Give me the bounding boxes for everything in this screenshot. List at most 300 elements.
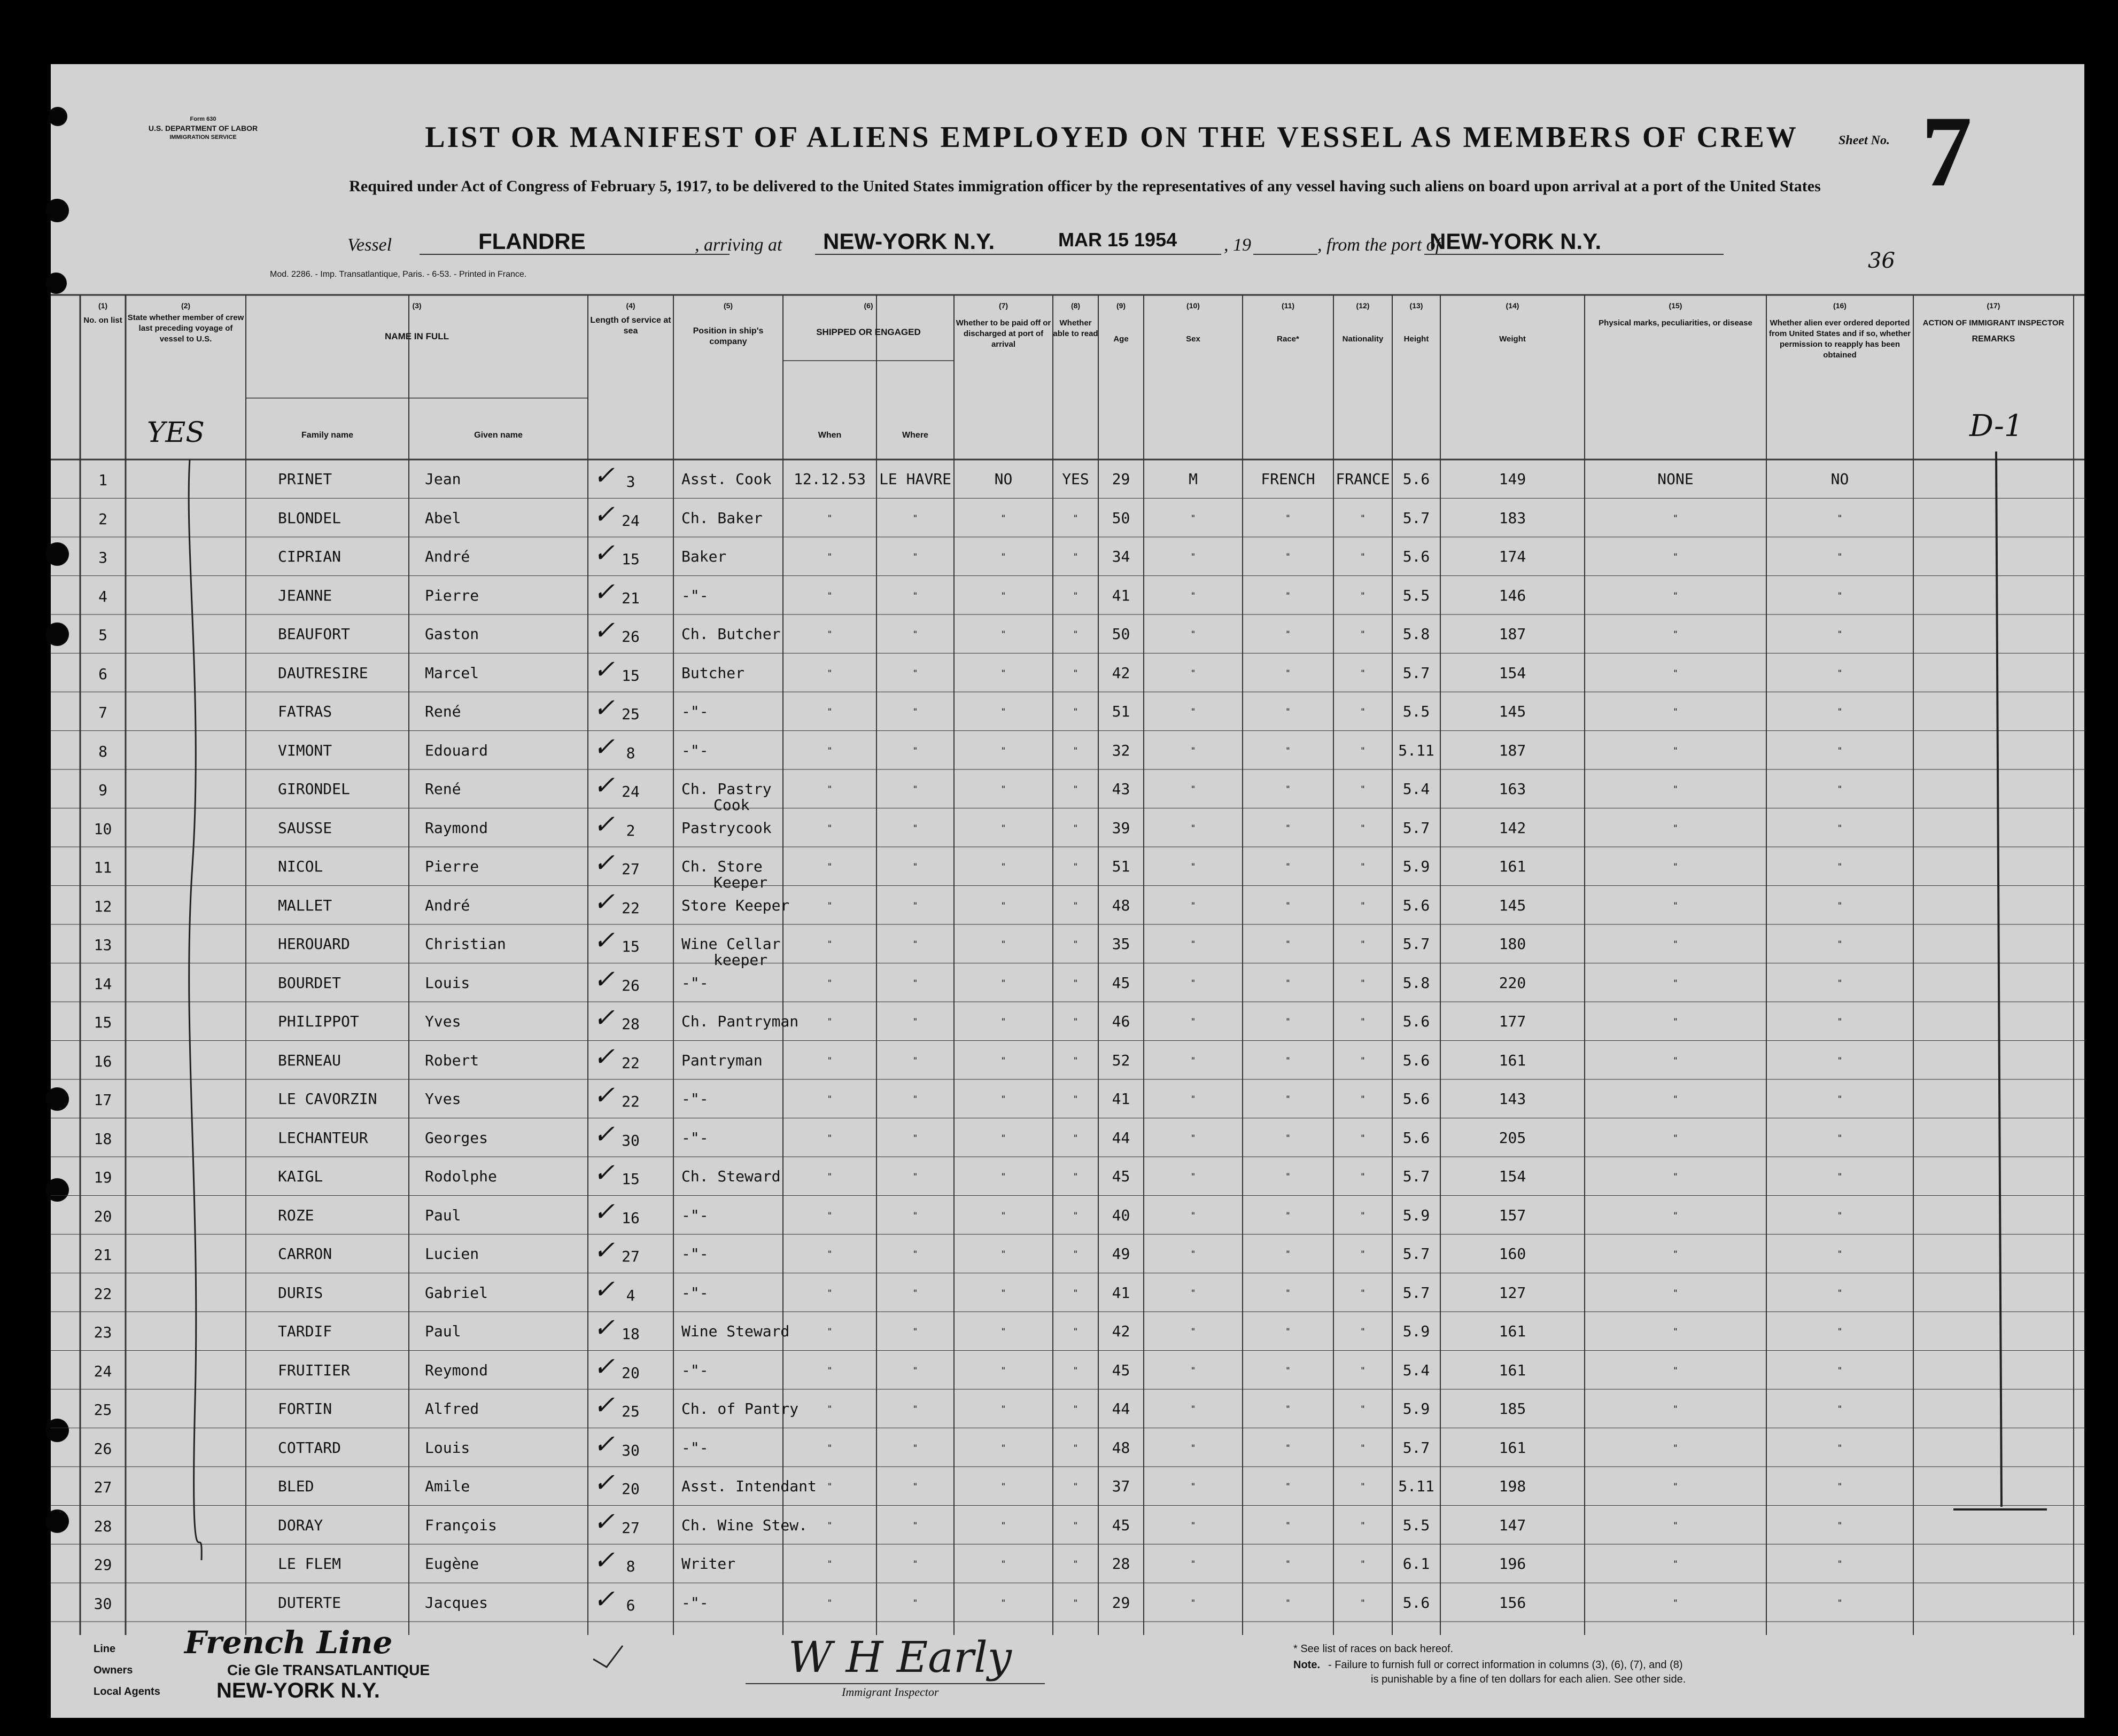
paid-off-ditto: " xyxy=(1000,1597,1006,1608)
row-number: 19 xyxy=(94,1169,112,1186)
race-ditto: " xyxy=(1285,1481,1291,1491)
column-number-15: (15) xyxy=(1669,301,1682,310)
physical-marks-ditto: " xyxy=(1673,1559,1678,1569)
nationality-ditto: " xyxy=(1360,1365,1366,1375)
from-port-label: , from the port of xyxy=(1317,235,1441,255)
physical-marks-ditto: " xyxy=(1673,512,1678,523)
nationality-ditto: " xyxy=(1360,822,1366,833)
header-deported: Whether alien ever ordered deported from United States and if so, whether permission to reapply has been obtained xyxy=(1768,318,1911,360)
agents-label: Local Agents xyxy=(94,1686,160,1698)
deported-ditto: " xyxy=(1837,1481,1843,1491)
physical-marks-ditto: " xyxy=(1673,1597,1678,1608)
length-of-service: 27 xyxy=(622,1248,640,1265)
deported-ditto: " xyxy=(1837,1597,1843,1608)
header-nationality: Nationality xyxy=(1342,334,1384,344)
deported-ditto: " xyxy=(1837,1055,1843,1065)
able-to-read-ditto: " xyxy=(1073,1249,1079,1259)
physical-marks-ditto: " xyxy=(1673,1442,1678,1453)
race-ditto: " xyxy=(1285,784,1291,794)
header-action: ACTION OF IMMIGRANT INSPECTOR xyxy=(1922,318,2065,328)
column-number-4: (4) xyxy=(626,301,635,310)
paid-off-ditto: " xyxy=(1000,629,1006,639)
family-name: PRINET xyxy=(278,470,332,488)
paid-off-ditto: " xyxy=(1000,1404,1006,1414)
sex-ditto: " xyxy=(1190,1442,1196,1453)
deported-ditto: " xyxy=(1837,745,1843,756)
family-name: HEROUARD xyxy=(278,935,350,953)
position: Ch. Steward xyxy=(681,1167,781,1185)
family-name: BLED xyxy=(278,1477,314,1495)
service-checkmark: ✓ xyxy=(593,693,615,723)
shipped-where-ditto: " xyxy=(912,1055,918,1065)
given-name: Louis xyxy=(425,1438,470,1457)
sex-ditto: " xyxy=(1190,1132,1196,1143)
race-ditto: " xyxy=(1285,1442,1291,1453)
nationality-ditto: " xyxy=(1360,1287,1366,1298)
given-name: Gaston xyxy=(425,625,479,643)
shipped-where-ditto: " xyxy=(912,900,918,910)
given-name: Rodolphe xyxy=(425,1167,497,1185)
shipped-when-ditto: " xyxy=(827,1210,833,1220)
age: 44 xyxy=(1112,1400,1130,1418)
service-checkmark: ✓ xyxy=(593,499,615,530)
able-to-read-ditto: " xyxy=(1073,551,1079,562)
shipped-where-ditto: " xyxy=(912,590,918,601)
family-name: DUTERTE xyxy=(278,1593,342,1612)
nationality-ditto: " xyxy=(1360,1404,1366,1414)
shipped-when-ditto: " xyxy=(827,900,833,910)
sex-ditto: " xyxy=(1190,1055,1196,1065)
length-of-service: 3 xyxy=(626,473,635,491)
age: 41 xyxy=(1112,1283,1130,1302)
nationality-ditto: " xyxy=(1360,977,1366,988)
physical-marks-ditto: " xyxy=(1673,629,1678,639)
able-to-read-ditto: " xyxy=(1073,590,1079,601)
sex-ditto: " xyxy=(1190,1016,1196,1026)
position: -"- xyxy=(681,1361,709,1379)
service-checkmark: ✓ xyxy=(593,1468,615,1498)
line-label: Line xyxy=(94,1643,116,1655)
weight: 220 xyxy=(1499,974,1526,992)
deported-ditto: " xyxy=(1837,784,1843,794)
header-when: When xyxy=(818,431,842,440)
race-ditto: " xyxy=(1285,1365,1291,1375)
given-name: Pierre xyxy=(425,858,479,875)
length-of-service: 8 xyxy=(626,1558,635,1575)
row-number: 7 xyxy=(98,704,107,721)
able-to-read-ditto: " xyxy=(1073,1481,1079,1491)
position: Baker xyxy=(681,548,727,565)
header-name-in-full: NAME IN FULL xyxy=(385,331,449,341)
races-note: * See list of races on back hereof. xyxy=(1293,1643,1454,1655)
family-name: BOURDET xyxy=(278,974,342,992)
position: Asst. Cook xyxy=(681,470,772,488)
nationality-ditto: " xyxy=(1360,1597,1366,1608)
header-weight: Weight xyxy=(1499,334,1526,344)
length-of-service: 18 xyxy=(622,1325,640,1343)
able-to-read-ditto: " xyxy=(1073,1559,1079,1569)
shipped-where-ditto: " xyxy=(912,512,918,523)
paid-off-ditto: " xyxy=(1000,977,1006,988)
race-ditto: " xyxy=(1285,629,1291,639)
position-continued: Keeper xyxy=(713,874,768,891)
able-to-read-ditto: " xyxy=(1073,1210,1079,1220)
physical-marks-ditto: " xyxy=(1673,1016,1678,1026)
deported: NO xyxy=(1830,470,1849,488)
age: 35 xyxy=(1112,935,1130,953)
able-to-read: YES xyxy=(1062,470,1089,488)
position: -"- xyxy=(681,1245,709,1263)
height: 5.6 xyxy=(1402,896,1430,914)
able-to-read-ditto: " xyxy=(1073,1287,1079,1298)
year-label: , 19 xyxy=(1224,235,1251,255)
position: -"- xyxy=(681,1438,709,1457)
age: 51 xyxy=(1112,858,1130,875)
weight: 161 xyxy=(1499,1322,1526,1340)
service-checkmark: ✓ xyxy=(593,1119,615,1149)
shipped-when-ditto: " xyxy=(827,784,833,794)
deported-ditto: " xyxy=(1837,1520,1843,1530)
age: 48 xyxy=(1112,896,1130,914)
note-label: Note. xyxy=(1293,1659,1320,1671)
row-number: 20 xyxy=(94,1207,112,1225)
paid-off-ditto: " xyxy=(1000,1442,1006,1453)
length-of-service: 15 xyxy=(622,666,640,684)
paid-off-ditto: " xyxy=(1000,1132,1006,1143)
age: 51 xyxy=(1112,703,1130,720)
weight: 142 xyxy=(1499,819,1526,837)
given-name: Raymond xyxy=(425,819,488,837)
weight: 161 xyxy=(1499,1438,1526,1457)
position: Wine Cellar xyxy=(681,935,781,953)
nationality-ditto: " xyxy=(1360,590,1366,601)
height: 5.6 xyxy=(1402,548,1430,565)
given-name: Marcel xyxy=(425,664,479,682)
row-number: 18 xyxy=(94,1130,112,1148)
able-to-read-ditto: " xyxy=(1073,1404,1079,1414)
age: 45 xyxy=(1112,1516,1130,1534)
shipped-where-ditto: " xyxy=(912,1442,918,1453)
shipped-when-ditto: " xyxy=(827,1249,833,1259)
position: -"- xyxy=(681,974,709,992)
shipped-where-ditto: " xyxy=(912,667,918,678)
able-to-read-ditto: " xyxy=(1073,1094,1079,1104)
weight: 174 xyxy=(1499,548,1526,565)
family-name: CARRON xyxy=(278,1245,332,1263)
arriving-label: , arriving at xyxy=(695,235,782,255)
header-shipped-engaged: SHIPPED OR ENGAGED xyxy=(816,327,921,337)
able-to-read-ditto: " xyxy=(1073,629,1079,639)
height: 5.6 xyxy=(1402,1593,1430,1612)
deported-ditto: " xyxy=(1837,1249,1843,1259)
nationality-ditto: " xyxy=(1360,1481,1366,1491)
position: Pastrycook xyxy=(681,819,772,837)
service-name: IMMIGRATION SERVICE xyxy=(169,134,237,141)
paid-off-ditto: " xyxy=(1000,939,1006,949)
age: 41 xyxy=(1112,586,1130,604)
weight: 187 xyxy=(1499,625,1526,643)
row-number: 23 xyxy=(94,1324,112,1341)
length-of-service: 22 xyxy=(622,1093,640,1110)
weight: 145 xyxy=(1499,896,1526,914)
family-name: LECHANTEUR xyxy=(278,1128,368,1147)
given-name: Amile xyxy=(425,1477,470,1495)
shipped-when-ditto: " xyxy=(827,1559,833,1569)
from-port: NEW-YORK N.Y. xyxy=(1430,229,1602,254)
nationality: FRANCE xyxy=(1336,470,1390,488)
age: 42 xyxy=(1112,664,1130,682)
nationality-ditto: " xyxy=(1360,784,1366,794)
form-number: Form 630 xyxy=(190,116,216,122)
shipped-when-ditto: " xyxy=(827,1132,833,1143)
deported-ditto: " xyxy=(1837,1365,1843,1375)
able-to-read-ditto: " xyxy=(1073,861,1079,871)
row-number: 9 xyxy=(98,781,107,799)
owners-stamp: Cie Gle TRANSATLANTIQUE xyxy=(227,1662,430,1678)
service-checkmark: ✓ xyxy=(593,1274,615,1304)
family-name: BEAUFORT xyxy=(278,625,350,643)
family-name: FRUITIER xyxy=(278,1361,350,1379)
weight: 183 xyxy=(1499,509,1526,527)
physical-marks-ditto: " xyxy=(1673,784,1678,794)
height: 5.7 xyxy=(1402,935,1430,953)
header-race: Race* xyxy=(1277,334,1299,344)
service-checkmark: ✓ xyxy=(593,731,615,762)
height: 5.6 xyxy=(1402,470,1430,488)
document-title: LIST OR MANIFEST OF ALIENS EMPLOYED ON THE VESSEL AS MEMBERS OF CREW xyxy=(425,121,1798,154)
race-ditto: " xyxy=(1285,667,1291,678)
shipped-when-ditto: " xyxy=(827,667,833,678)
position: Ch. Pastry xyxy=(681,780,772,798)
able-to-read-ditto: " xyxy=(1073,784,1079,794)
able-to-read-ditto: " xyxy=(1073,1365,1079,1375)
shipped-where-ditto: " xyxy=(912,1249,918,1259)
service-checkmark: ✓ xyxy=(593,461,615,491)
agents-stamp: NEW-YORK N.Y. xyxy=(216,1679,380,1702)
shipped-when-ditto: " xyxy=(827,551,833,562)
shipped-where-ditto: " xyxy=(912,1597,918,1608)
age: 45 xyxy=(1112,1167,1130,1185)
weight: 177 xyxy=(1499,1013,1526,1030)
paid-off-ditto: " xyxy=(1000,1287,1006,1298)
able-to-read-ditto: " xyxy=(1073,745,1079,756)
height: 5.9 xyxy=(1402,858,1430,875)
deported-ditto: " xyxy=(1837,1016,1843,1026)
row-number: 8 xyxy=(98,742,107,760)
age: 28 xyxy=(1112,1555,1130,1572)
family-name: ROZE xyxy=(278,1206,314,1224)
age: 46 xyxy=(1112,1013,1130,1030)
race-ditto: " xyxy=(1285,1326,1291,1336)
length-of-service: 20 xyxy=(622,1480,640,1498)
position-continued: Cook xyxy=(713,796,750,814)
position-continued: keeper xyxy=(713,951,768,969)
column-number-5: (5) xyxy=(723,301,733,310)
weight: 149 xyxy=(1499,470,1526,488)
row-number: 6 xyxy=(98,665,107,683)
length-of-service: 27 xyxy=(622,1519,640,1537)
sex-ditto: " xyxy=(1190,1404,1196,1414)
deported-ditto: " xyxy=(1837,1094,1843,1104)
height: 5.8 xyxy=(1402,974,1430,992)
shipped-where-ditto: " xyxy=(912,706,918,717)
given-name: François xyxy=(425,1516,497,1534)
able-to-read-ditto: " xyxy=(1073,667,1079,678)
sex-ditto: " xyxy=(1190,1094,1196,1104)
sheet-label: Sheet No. xyxy=(1838,134,1890,147)
shipped-where-ditto: " xyxy=(912,745,918,756)
physical-marks: NONE xyxy=(1657,470,1694,488)
weight: 198 xyxy=(1499,1477,1526,1495)
position: -"- xyxy=(681,1090,709,1108)
row-number: 25 xyxy=(94,1401,112,1419)
age: 37 xyxy=(1112,1477,1130,1495)
column-number-12: (12) xyxy=(1356,301,1370,310)
service-checkmark: ✓ xyxy=(593,1313,615,1343)
family-name: COTTARD xyxy=(278,1438,342,1457)
service-checkmark: ✓ xyxy=(593,848,615,878)
paid-off-ditto: " xyxy=(1000,822,1006,833)
shipped-when-ditto: " xyxy=(827,1171,833,1181)
position: Ch. Butcher xyxy=(681,625,781,643)
shipped-where-ditto: " xyxy=(912,1404,918,1414)
paid-off-ditto: " xyxy=(1000,1559,1006,1569)
physical-marks-ditto: " xyxy=(1673,745,1678,756)
length-of-service: 22 xyxy=(622,1054,640,1072)
race-ditto: " xyxy=(1285,939,1291,949)
position: -"- xyxy=(681,1593,709,1612)
service-checkmark: ✓ xyxy=(593,809,615,839)
family-name: BLONDEL xyxy=(278,509,342,527)
shipped-when-ditto: " xyxy=(827,706,833,717)
position: -"- xyxy=(681,741,709,759)
race: FRENCH xyxy=(1261,470,1315,488)
given-name: Eugène xyxy=(425,1555,479,1572)
height: 5.6 xyxy=(1402,1013,1430,1030)
service-checkmark: ✓ xyxy=(593,964,615,994)
given-name: Yves xyxy=(425,1013,461,1030)
shipped-when-ditto: " xyxy=(827,977,833,988)
sex-ditto: " xyxy=(1190,1520,1196,1530)
sex: M xyxy=(1189,470,1198,488)
weight: 145 xyxy=(1499,703,1526,720)
height: 5.7 xyxy=(1402,819,1430,837)
family-name: GIRONDEL xyxy=(278,780,350,798)
physical-marks-ditto: " xyxy=(1673,1132,1678,1143)
race-ditto: " xyxy=(1285,1404,1291,1414)
race-ditto: " xyxy=(1285,1171,1291,1181)
position: -"- xyxy=(681,1283,709,1302)
service-checkmark: ✓ xyxy=(593,1235,615,1265)
length-of-service: 26 xyxy=(622,976,640,994)
physical-marks-ditto: " xyxy=(1673,551,1678,562)
paid-off-ditto: " xyxy=(1000,1365,1006,1375)
paid-off-ditto: " xyxy=(1000,1055,1006,1065)
header-able-to-read: Whether able to read xyxy=(1053,318,1098,338)
deported-ditto: " xyxy=(1837,551,1843,562)
position: Butcher xyxy=(681,664,745,682)
column-number-8: (8) xyxy=(1070,301,1081,310)
physical-marks-ditto: " xyxy=(1673,900,1678,910)
family-name: PHILIPPOT xyxy=(278,1013,359,1030)
shipped-where-ditto: " xyxy=(912,1481,918,1491)
manifest-sheet xyxy=(51,64,2084,1718)
weight: 143 xyxy=(1499,1090,1526,1108)
penalty-note-1: - Failure to furnish full or correct information in columns (3), (6), (7), and (8) xyxy=(1328,1659,1683,1671)
row-number: 16 xyxy=(94,1052,112,1070)
paid-off-ditto: " xyxy=(1000,900,1006,910)
weight: 161 xyxy=(1499,1361,1526,1379)
shipped-when-ditto: " xyxy=(827,1481,833,1491)
owners-label: Owners xyxy=(94,1664,133,1676)
paid-off-ditto: " xyxy=(1000,861,1006,871)
shipped-where-ditto: " xyxy=(912,1171,918,1181)
deported-ditto: " xyxy=(1837,629,1843,639)
shipped-when-ditto: " xyxy=(827,629,833,639)
race-ditto: " xyxy=(1285,1287,1291,1298)
height: 5.7 xyxy=(1402,1438,1430,1457)
nationality-ditto: " xyxy=(1360,1559,1366,1569)
vessel-name: FLANDRE xyxy=(478,229,586,254)
family-name: KAIGL xyxy=(278,1167,323,1185)
position: Ch. Baker xyxy=(681,509,763,527)
position: -"- xyxy=(681,703,709,720)
given-name: Alfred xyxy=(425,1400,479,1418)
service-checkmark: ✓ xyxy=(593,577,615,607)
able-to-read-ditto: " xyxy=(1073,977,1079,988)
sex-ditto: " xyxy=(1190,667,1196,678)
shipped-when-ditto: " xyxy=(827,512,833,523)
document-subtitle: Required under Act of Congress of February 5, 1917, to be delivered to the United States immigration officer by the representatives of any vessel having such aliens on board upon arrival at a port of the United States xyxy=(349,177,1821,195)
height: 5.5 xyxy=(1402,1516,1430,1534)
shipped-when-ditto: " xyxy=(827,822,833,833)
nationality-ditto: " xyxy=(1360,1094,1366,1104)
paid-off-ditto: " xyxy=(1000,551,1006,562)
deported-ditto: " xyxy=(1837,977,1843,988)
length-of-service: 27 xyxy=(622,860,640,878)
service-checkmark: ✓ xyxy=(593,925,615,955)
able-to-read-ditto: " xyxy=(1073,1520,1079,1530)
length-of-service: 26 xyxy=(622,628,640,645)
sex-ditto: " xyxy=(1190,745,1196,756)
age: 45 xyxy=(1112,1361,1130,1379)
shipped-when-ditto: " xyxy=(827,590,833,601)
service-checkmark: ✓ xyxy=(593,538,615,568)
physical-marks-ditto: " xyxy=(1673,706,1678,717)
deported-ditto: " xyxy=(1837,1287,1843,1298)
arriving-port: NEW-YORK N.Y. xyxy=(823,229,995,254)
paid-off-ditto: " xyxy=(1000,1249,1006,1259)
physical-marks-ditto: " xyxy=(1673,1210,1678,1220)
sex-ditto: " xyxy=(1190,784,1196,794)
header-length-of-service: Length of service at sea xyxy=(590,316,671,336)
vessel-label: Vessel xyxy=(347,235,392,255)
header-no-on-list: No. on list xyxy=(83,316,122,325)
line-stamp: French Line xyxy=(184,1624,393,1661)
length-of-service: 6 xyxy=(626,1596,635,1614)
race-ditto: " xyxy=(1285,900,1291,910)
length-of-service: 15 xyxy=(622,938,640,955)
nationality-ditto: " xyxy=(1360,1210,1366,1220)
height: 5.6 xyxy=(1402,1051,1430,1069)
sex-ditto: " xyxy=(1190,1287,1196,1298)
sex-ditto: " xyxy=(1190,1597,1196,1608)
paid-off: NO xyxy=(994,470,1013,488)
weight: 185 xyxy=(1499,1400,1526,1418)
age: 44 xyxy=(1112,1128,1130,1147)
height: 5.8 xyxy=(1402,625,1430,643)
shipped-where-ditto: " xyxy=(912,1132,918,1143)
